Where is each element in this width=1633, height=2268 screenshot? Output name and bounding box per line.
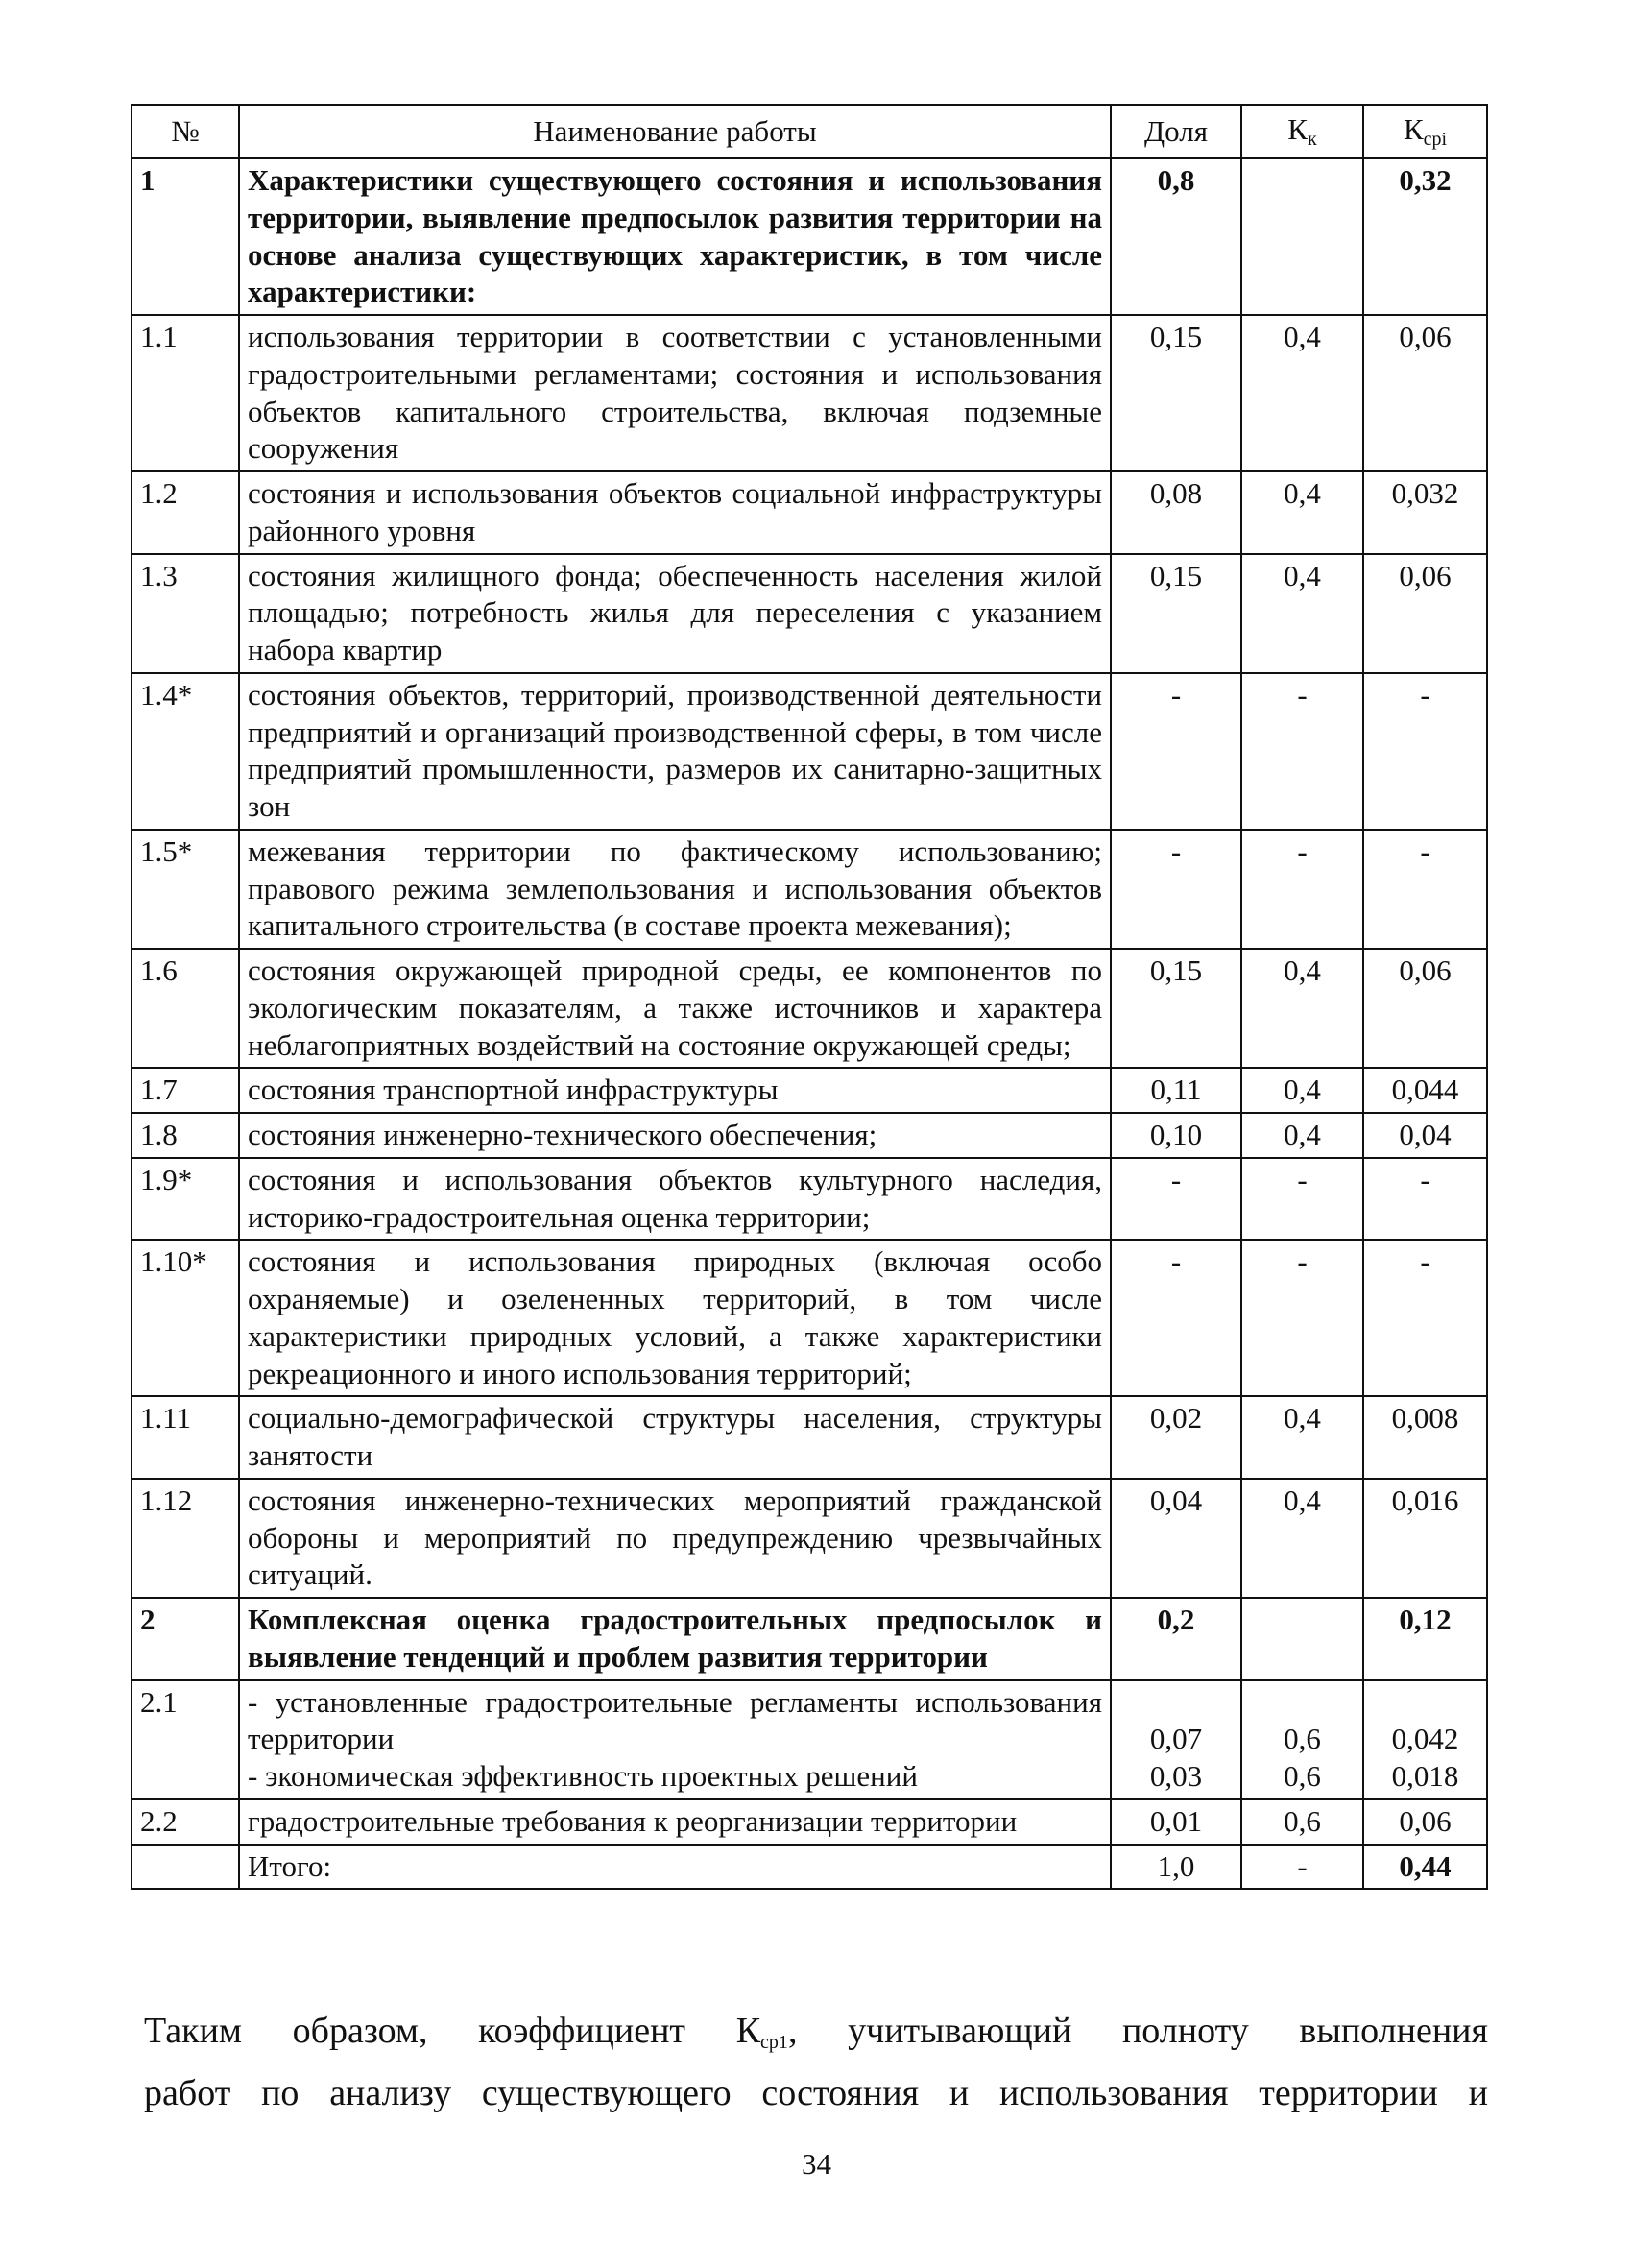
row-share: 0,2 (1111, 1598, 1241, 1680)
row-number: 2.1 (132, 1680, 239, 1799)
row-number: 1.6 (132, 949, 239, 1068)
row-share: 0,15 (1111, 949, 1241, 1068)
row-name: состояния инженерно-технических мероприятий гражданской обороны и мероприятий по предупреждению чрезвычайных ситуаций. (239, 1479, 1111, 1598)
row-kcp: 0,06 (1363, 554, 1487, 673)
row-number: 1.3 (132, 554, 239, 673)
table-row-2-2 (132, 1799, 1487, 1845)
row-name: социально-демографической структуры населения, структуры занятости (239, 1396, 1111, 1479)
table-row (132, 1113, 1487, 1158)
table-row (132, 554, 1487, 673)
table-row (132, 1158, 1487, 1241)
share-a: 0,07 (1149, 1722, 1203, 1756)
row-kk: - (1241, 1158, 1363, 1241)
table-row (132, 673, 1487, 830)
row-kcp: - (1363, 673, 1487, 830)
row-kk: 0,4 (1241, 1113, 1363, 1158)
row-number: 1.10* (132, 1240, 239, 1396)
work-share-table (131, 104, 1488, 1890)
row-number: 1.9* (132, 1158, 239, 1241)
table-row-total (132, 1845, 1487, 1890)
row-name: Характеристики существующего состояния и использования территории, выявление предпосылок развития территории на основе анализа существующих характеристик, в том числе характеристики: (239, 158, 1111, 315)
row-share: 0,8 (1111, 158, 1241, 315)
share-b: 0,03 (1149, 1759, 1203, 1793)
row-share: 0,15 (1111, 315, 1241, 471)
total-share: 1,0 (1111, 1845, 1241, 1890)
kcp-a: 0,042 (1391, 1722, 1459, 1756)
row-name: использования территории в соответствии с установленными градостроительными регламентами; состояния и использования объектов капитального строительства, включая подземные сооружения (239, 315, 1111, 471)
table-row (132, 949, 1487, 1068)
row-kcp: 0,06 (1363, 949, 1487, 1068)
row-kcp: 0,016 (1363, 1479, 1487, 1598)
row-share: 0,01 (1111, 1799, 1241, 1845)
row-kk: 0,4 (1241, 1479, 1363, 1598)
row-share: - (1111, 673, 1241, 830)
row-name: состояния окружающей природной среды, ее компонентов по экологическим показателям, а также источников и характера неблагоприятных воздействий на состояние окружающей среды; (239, 949, 1111, 1068)
row-kcp: 0,008 (1363, 1396, 1487, 1479)
row-share: 0,04 (1111, 1479, 1241, 1598)
row-share: 0,15 (1111, 554, 1241, 673)
row-share (1111, 1680, 1241, 1799)
row-kk: 0,4 (1241, 554, 1363, 673)
row-number: 1.12 (132, 1479, 239, 1598)
row-kk (1241, 1598, 1363, 1680)
row-kk: 0,4 (1241, 471, 1363, 554)
row-kcp: 0,06 (1363, 1799, 1487, 1845)
page-number: 34 (802, 2147, 831, 2181)
table-row (132, 1396, 1487, 1479)
row-share: - (1111, 1240, 1241, 1396)
row-number: 1.8 (132, 1113, 239, 1158)
total-kcp: 0,44 (1363, 1845, 1487, 1890)
row-number: 1.1 (132, 315, 239, 471)
row-kcp: 0,06 (1363, 315, 1487, 471)
row-share: - (1111, 1158, 1241, 1241)
table-row (132, 1240, 1487, 1396)
kk-b: 0,6 (1284, 1759, 1321, 1793)
row-name (239, 1680, 1111, 1799)
kk-a: 0,6 (1284, 1722, 1321, 1756)
row-name: состояния объектов, территорий, производственной деятельности предприятий и организаций производственной сферы, в том числе предприятий промышленности, размеров их санитарно-защитных зон (239, 673, 1111, 830)
row-number (132, 1845, 239, 1890)
row-kcp: 0,04 (1363, 1113, 1487, 1158)
row-number: 1.11 (132, 1396, 239, 1479)
table-body (132, 158, 1487, 1889)
row-kcp: 0,032 (1363, 471, 1487, 554)
row-number: 2 (132, 1598, 239, 1680)
row-name: градостроительные требования к реорганизации территории (239, 1799, 1111, 1845)
table-header-row (132, 105, 1487, 158)
row-name: состояния жилищного фонда; обеспеченность населения жилой площадью; потребность жилья для переселения с указанием набора квартир (239, 554, 1111, 673)
row-kk: 0,4 (1241, 949, 1363, 1068)
row-number: 1.7 (132, 1068, 239, 1113)
row-share: 0,11 (1111, 1068, 1241, 1113)
row-kcp: 0,044 (1363, 1068, 1487, 1113)
row-kcp: 0,32 (1363, 158, 1487, 315)
table-row (132, 1479, 1487, 1598)
row-kk: - (1241, 1240, 1363, 1396)
header-name: Наименование работы (239, 105, 1111, 158)
table-row (132, 471, 1487, 554)
paragraph-line-2: работ по анализу существующего состояния и использования территории и (144, 2073, 1488, 2113)
row-kcp: - (1363, 1240, 1487, 1396)
row-name: межевания территории по фактическому использованию; правового режима землепользования и использования объектов капитального строительства (в составе проекта межевания); (239, 830, 1111, 949)
row-name: состояния и использования объектов культурного наследия, историко-градостроительная оценка территории; (239, 1158, 1111, 1241)
kcp-b: 0,018 (1391, 1759, 1459, 1793)
row-item-a: - установленные градостроительные регламенты использования территории (248, 1684, 1102, 1756)
table-row-2-1 (132, 1680, 1487, 1799)
row-number: 1.5* (132, 830, 239, 949)
table-row (132, 1068, 1487, 1113)
row-kk: 0,6 (1241, 1799, 1363, 1845)
row-kk: - (1241, 673, 1363, 830)
row-kk (1241, 158, 1363, 315)
row-name: состояния и использования природных (включая особо охраняемые) и озелененных территорий, в том числе характеристики природных условий, а также характеристики рекреационного и иного использования территорий; (239, 1240, 1111, 1396)
row-number: 1.2 (132, 471, 239, 554)
table-row (132, 158, 1487, 315)
row-kcp (1363, 1680, 1487, 1799)
row-share: 0,10 (1111, 1113, 1241, 1158)
row-kcp: - (1363, 830, 1487, 949)
row-number: 2.2 (132, 1799, 239, 1845)
row-share: 0,02 (1111, 1396, 1241, 1479)
row-kk: - (1241, 830, 1363, 949)
row-name: Комплексная оценка градостроительных предпосылок и выявление тенденций и проблем развития территории (239, 1598, 1111, 1680)
row-kk: 0,4 (1241, 315, 1363, 471)
header-share: Доля (1111, 105, 1241, 158)
row-kcp: - (1363, 1158, 1487, 1241)
header-kk: $К_к$ (1241, 105, 1363, 158)
paragraph-line-1: Таким образом, коэффициент $К_{ср1}$, учитывающий полноту выполнения (144, 2011, 1488, 2053)
total-kk: - (1241, 1845, 1363, 1890)
row-name: состояния транспортной инфраструктуры (239, 1068, 1111, 1113)
row-share: 0,08 (1111, 471, 1241, 554)
row-share: - (1111, 830, 1241, 949)
table-row (132, 830, 1487, 949)
header-num: № (132, 105, 239, 158)
row-kk (1241, 1680, 1363, 1799)
table-row (132, 1598, 1487, 1680)
row-number: 1.4* (132, 673, 239, 830)
row-number: 1 (132, 158, 239, 315)
row-kcp: 0,12 (1363, 1598, 1487, 1680)
total-label: Итого: (239, 1845, 1111, 1890)
row-name: состояния инженерно-технического обеспечения; (239, 1113, 1111, 1158)
row-kk: 0,4 (1241, 1068, 1363, 1113)
row-name: состояния и использования объектов социальной инфраструктуры районного уровня (239, 471, 1111, 554)
row-kk: 0,4 (1241, 1396, 1363, 1479)
table-row (132, 315, 1487, 471)
row-item-b: - экономическая эффективность проектных решений (248, 1759, 918, 1793)
header-kcp: $К_{срi}$ (1363, 105, 1487, 158)
